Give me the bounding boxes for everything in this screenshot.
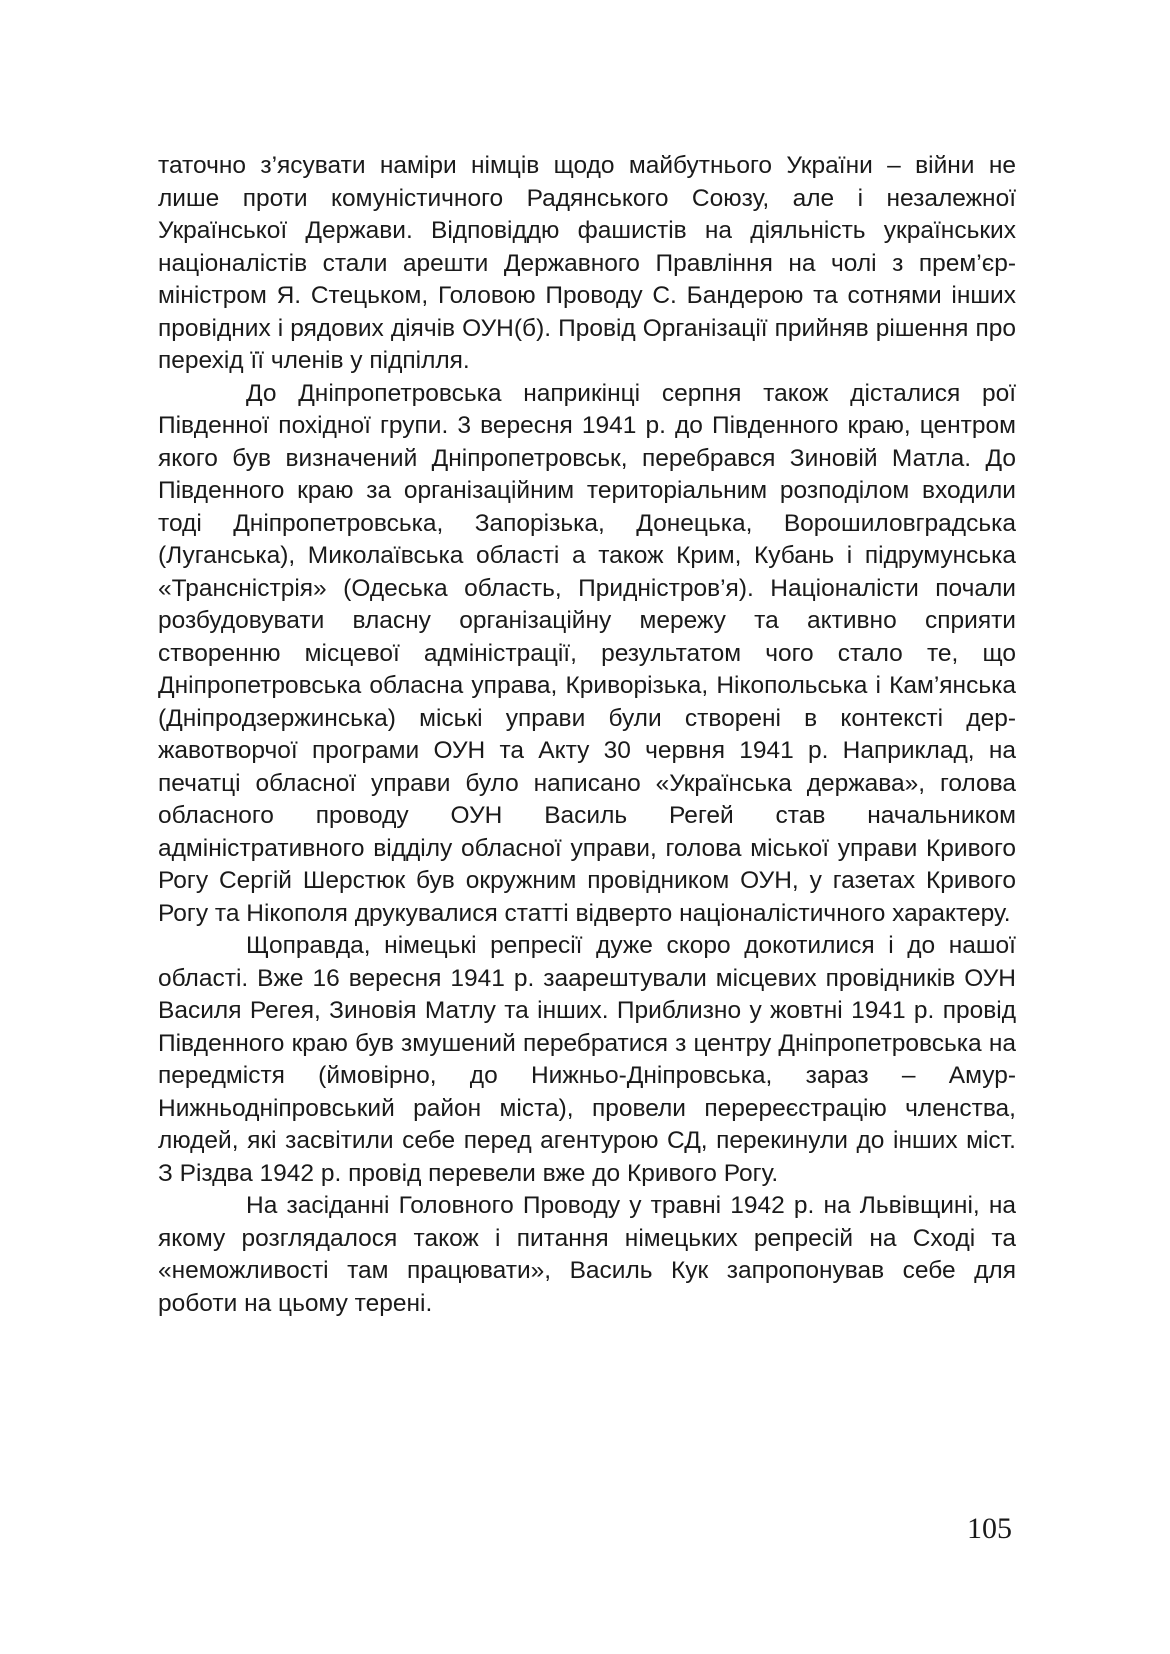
paragraph-3: Щоправда, німецькі репресії дуже скоро докотилися і до нашої області. Вже 16 вересня 1941 р. заарештували місцевих провідників ОУН Василя Регея, Зиновія Матлу та інших. Приблизно у жовтні 1941 р. провід Південного краю був змушений перебратися з центру Дніпропетровська на передмістя (ймовірно, до Нижньо-Дніпровська, зараз – Амур-Нижньодніпровський район міста), провели перереєстрацію членства, людей, які засвітили себе перед агентурою СД, перекинули до інших міст. З Різдва 1942 р. провід перевели вже до Кривого Рогу.	[158, 932, 1016, 1187]
paragraph-1: таточно з’ясувати наміри німців щодо майбутнього України – війни не лише проти комуністичного Радянського Союзу, але і незалежної Української Держави. Відповіддю фашистів на діяльність українських націоналістів стали арешти Державного Правління на чолі з прем’єр-міністром Я. Стецьком, Головою Проводу С. Бандерою та сотнями інших провідних і рядових діячів ОУН(б). Провід Організації прийняв рішення про перехід її членів у підпілля.	[158, 152, 1016, 374]
paragraph-4: На засіданні Головного Проводу у травні 1942 р. на Львівщині, на якому розглядалося також і питання німецьких репресій на Сході та «неможливості там працювати», Василь Кук запропонував себе для роботи на цьому терені.	[158, 1192, 1016, 1317]
page-number: 105	[967, 1512, 1012, 1545]
paragraph-2: До Дніпропетровська наприкінці серпня також дісталися рої Південної похідної групи. 3 вересня 1941 р. до Південного краю, центром якого був визначений Дніпропетровськ, перебрався Зиновій Матла. До Південного краю за організаційним територіальним розподілом входили тоді Дніпропетровська, Запорізька, Донецька, Ворошиловградська (Луганська), Миколаївська області а також Крим, Кубань і підрумунська «Трансністрія» (Одеська область, Придністров’я). Націоналісти почали розбудовувати власну організаційну мережу та активно сприяти створенню місцевої адміністрації, результатом чого стало те, що Дніпропетровська обласна управа, Криворізька, Нікопольська і Кам’янська (Дніпродзержинська) міські управи були створені в контексті державотворчої програми ОУН та Акту 30 червня 1941 р. Наприклад, на печатці обласної управи було написано «Українська держава», голова обласного проводу ОУН Василь Регей став начальником адміністративного відділу обласної управи, голова міської управи Кривого Рогу Сергій Шерстюк був окружним провідником ОУН, у газетах Кривого Рогу та Нікополя друкувалися статті відверто націоналістичного характеру.	[158, 379, 1016, 927]
body-text	[158, 150, 1016, 1320]
